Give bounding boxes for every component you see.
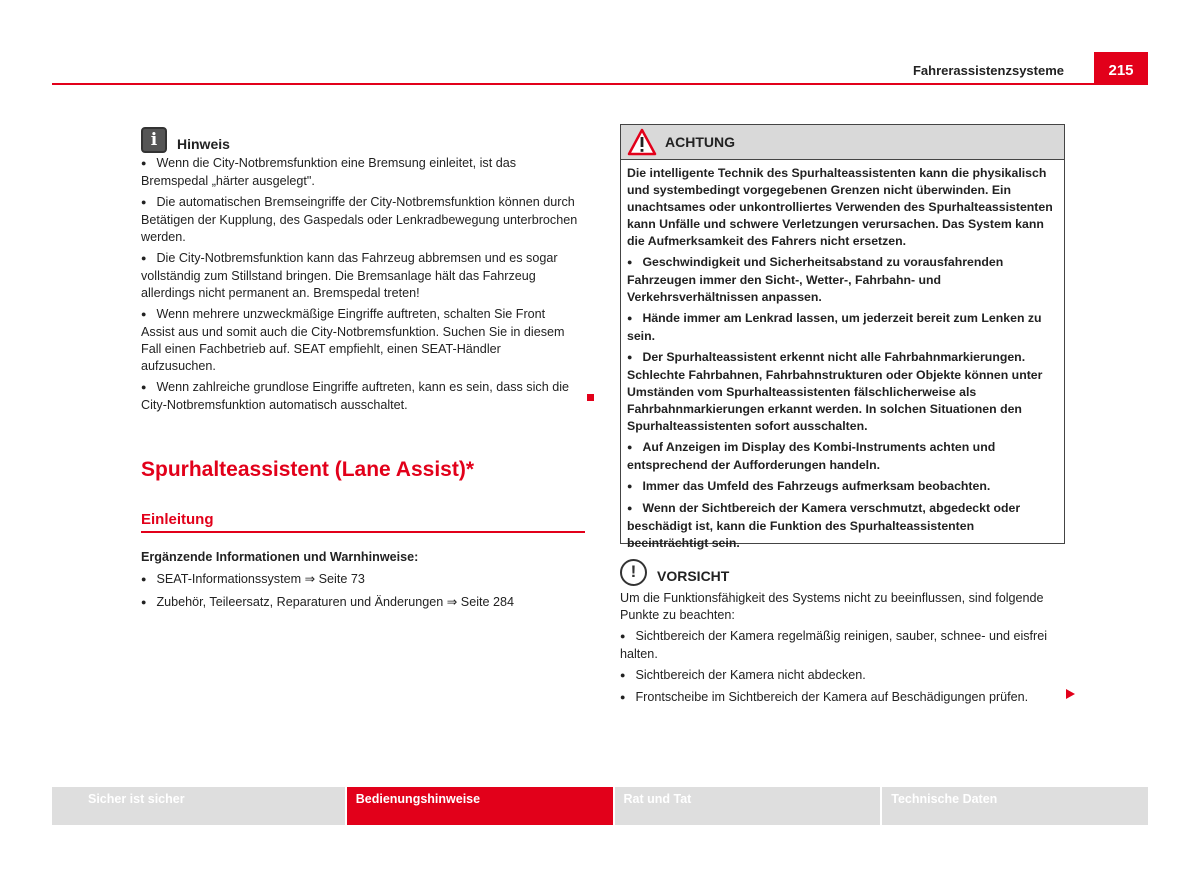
reference-list: [141, 571, 586, 617]
info-label: Ergänzende Informationen und Warnhinweise:: [141, 550, 419, 564]
reference-link[interactable]: Zubehör, Teileersatz, Reparaturen und Änderungen ⇒ Seite 284: [156, 595, 515, 609]
bullet-icon: ●: [620, 670, 626, 680]
list-item: ● Immer das Umfeld des Fahrzeugs aufmerksam beobachten.: [627, 479, 991, 493]
note-block: [141, 125, 586, 418]
bullet-icon: ●: [627, 352, 633, 362]
caution-intro: Um die Funktionsfähigkeit des Systems nicht zu beeinflussen, sind folgende Punkte zu beachten:: [620, 591, 1044, 622]
chapter-tabs: [52, 787, 1148, 825]
list-item: ● Wenn der Sichtbereich der Kamera verschmutzt, abgedeckt oder beschädigt ist, kann die Funktion des Spurhalteassistenten beeinträchtigt sein.: [627, 501, 1021, 550]
continue-arrow-icon: [1066, 689, 1075, 699]
exclamation-circle-icon: !: [620, 559, 647, 586]
bullet-icon: ●: [141, 253, 147, 263]
list-item: ● Der Spurhalteassistent erkennt nicht alle Fahrbahnmarkierungen. Schlechte Fahrbahnen, Fahrbahnstrukturen oder Objekte können unter Umständen vom Spurhalteassistenten fälschlicherweise als Fahrbahnmarkierungen erkannt werden. In solchen Situationen den Spurhalteassistenten sofort ausschalten.: [627, 350, 1043, 433]
bullet-icon: ●: [627, 503, 633, 513]
warning-label: ACHTUNG: [665, 134, 735, 150]
tab-technische-daten[interactable]: Technische Daten: [882, 787, 1148, 825]
list-item: ● Wenn die City-Notbremsfunktion eine Bremsung einleitet, ist das Bremspedal „härter ausgelegt".: [141, 156, 516, 188]
warning-header: [621, 125, 1064, 160]
list-item: ● Geschwindigkeit und Sicherheitsabstand zu vorausfahrenden Fahrzeugen immer den Sicht-, Wetter-, Fahrbahn- und Verkehrsverhältnissen anpassen.: [627, 255, 1004, 304]
bullet-icon: ●: [141, 382, 147, 392]
running-header-title: Fahrerassistenzsysteme: [912, 63, 1064, 78]
warning-intro: Die intelligente Technik des Spurhalteassistenten kann die physikalisch und systembedingt vorgegebenen Grenzen nicht überwinden. Ein unachtsames oder unkontrolliertes Verwenden des Spurhalteassistenten kann Unfälle und schwere Verletzungen verursachen. Das System kann die Aufmerksamkeit des Fahrers nicht ersetzen.: [627, 166, 1053, 248]
bullet-icon: ●: [627, 313, 633, 323]
list-item: ● Sichtbereich der Kamera nicht abdecken.: [620, 668, 866, 682]
info-icon: i: [141, 127, 167, 153]
bullet-icon: ●: [141, 158, 147, 168]
list-item: ● Die automatischen Bremseingriffe der City-Notbremsfunktion können durch Betätigen der Kupplung, des Gaspedals oder Lenkradbewegung unterbrochen werden.: [141, 195, 578, 244]
caution-list: [620, 628, 1065, 707]
warning-triangle-icon: [627, 128, 657, 156]
bullet-icon: ●: [620, 692, 626, 702]
reference-item: [141, 594, 586, 612]
warning-body: [621, 160, 1064, 552]
list-item: ● Wenn mehrere unzweckmäßige Eingriffe auftreten, schalten Sie Front Assist aus und somit auch die City-Notbremsfunktion. Suchen Sie in diesem Fall einen Fachbetrieb auf. SEAT empfiehlt, einen SEAT-Händler aufzusuchen.: [141, 307, 565, 373]
reference-link[interactable]: SEAT-Informationssystem ⇒ Seite 73: [156, 572, 365, 586]
bullet-icon: ●: [620, 631, 626, 641]
list-item: ● Frontscheibe im Sichtbereich der Kamera auf Beschädigungen prüfen.: [620, 690, 1029, 704]
tab-sicher-ist-sicher[interactable]: Sicher ist sicher: [52, 787, 345, 825]
bullet-icon: ●: [141, 597, 147, 607]
tab-rat-und-tat[interactable]: Rat und Tat: [615, 787, 881, 825]
note-header: [141, 125, 586, 155]
list-item: ● Wenn zahlreiche grundlose Eingriffe auftreten, kann es sein, dass sich die City-Notbremsfunktion automatisch ausschaltet.: [141, 380, 570, 412]
list-item: ● Auf Anzeigen im Display des Kombi-Instruments achten und entsprechend der Aufforderungen handeln.: [627, 440, 996, 472]
subsection-rule: [141, 531, 585, 533]
caution-label: VORSICHT: [657, 568, 730, 584]
caution-header: [620, 557, 1065, 587]
header-rule: [52, 83, 1148, 85]
list-item: ● Sichtbereich der Kamera regelmäßig reinigen, sauber, schnee- und eisfrei halten.: [620, 629, 1048, 661]
bullet-icon: ●: [627, 481, 633, 491]
warning-box: [620, 124, 1065, 550]
reference-item: [141, 571, 586, 589]
caution-block: [620, 557, 1065, 711]
warning-list: [627, 254, 1058, 552]
bullet-icon: ●: [627, 442, 633, 452]
bullet-icon: ●: [141, 309, 147, 319]
note-label: Hinweis: [177, 136, 230, 152]
note-list: [141, 155, 586, 414]
section-heading: Spurhalteassistent (Lane Assist)*: [141, 458, 474, 481]
tab-bedienungshinweise[interactable]: Bedienungshinweise: [347, 787, 613, 825]
bullet-icon: ●: [141, 197, 147, 207]
subsection-heading: Einleitung: [141, 511, 214, 528]
page-number: 215: [1094, 52, 1148, 85]
bullet-icon: ●: [627, 257, 633, 267]
section-end-icon: [587, 394, 594, 401]
list-item: ● Hände immer am Lenkrad lassen, um jederzeit bereit zum Lenken zu sein.: [627, 311, 1042, 343]
bullet-icon: ●: [141, 574, 147, 584]
list-item: ● Die City-Notbremsfunktion kann das Fahrzeug abbremsen und es sogar vollständig zum Stillstand bringen. Die Bremsanlage hält das Fahrzeug allerdings nicht permanent an. Bremspedal treten!: [141, 251, 558, 300]
